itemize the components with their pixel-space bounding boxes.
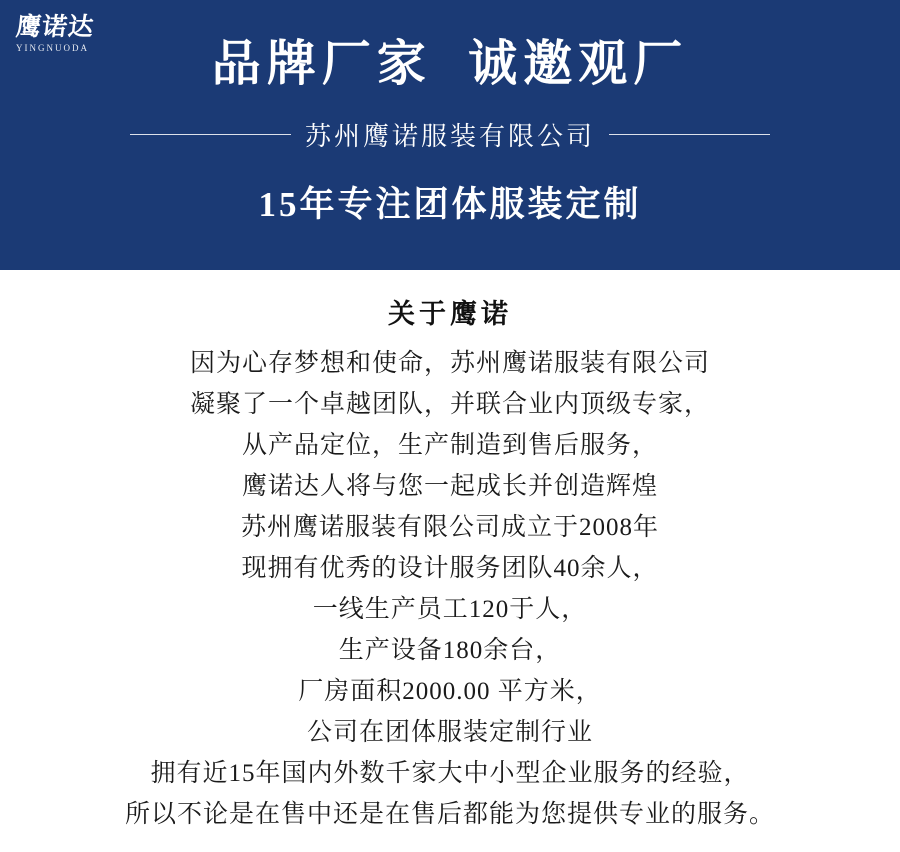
- banner-headline: 品牌厂家 诚邀观厂: [211, 36, 689, 91]
- about-line: 苏州鹰诺服装有限公司成立于2008年: [240, 514, 659, 541]
- banner-tagline: 15年专注团体服装定制: [258, 185, 642, 224]
- about-line: 公司在团体服装定制行业: [306, 719, 593, 746]
- brand-logo-subtext: YINGNUODA: [16, 43, 89, 53]
- about-line: 凝聚了一个卓越团队，并联合业内顶级专家，: [189, 391, 710, 418]
- about-line: 厂房面积2000.00 平方米，: [298, 678, 602, 705]
- about-line: 鹰诺达人将与您一起成长并创造辉煌: [241, 473, 658, 500]
- about-line: 从产品定位，生产制造到售后服务，: [241, 432, 658, 459]
- about-line: 一线生产员工120于人，: [312, 596, 588, 623]
- banner-content: [0, 0, 900, 227]
- about-body: [0, 343, 900, 835]
- about-line: 所以不论是在售中还是在售后都能为您提供专业的服务。: [124, 801, 775, 828]
- company-name-row: [130, 116, 770, 153]
- company-name: 苏州鹰诺服装有限公司: [305, 122, 596, 151]
- header-banner: [0, 0, 900, 270]
- divider-right: [609, 134, 770, 135]
- about-section: [0, 270, 900, 835]
- about-line: 现拥有优秀的设计服务团队40余人，: [241, 555, 659, 582]
- about-line: 生产设备180余台，: [338, 637, 562, 664]
- about-line: 拥有近15年国内外数千家大中小型企业服务的经验，: [150, 760, 750, 787]
- about-line: 因为心存梦想和使命，苏州鹰诺服装有限公司: [189, 350, 710, 377]
- brand-logo-text: 鹰诺达: [14, 14, 96, 41]
- about-title: 关于鹰诺: [388, 299, 512, 329]
- divider-left: [130, 134, 291, 135]
